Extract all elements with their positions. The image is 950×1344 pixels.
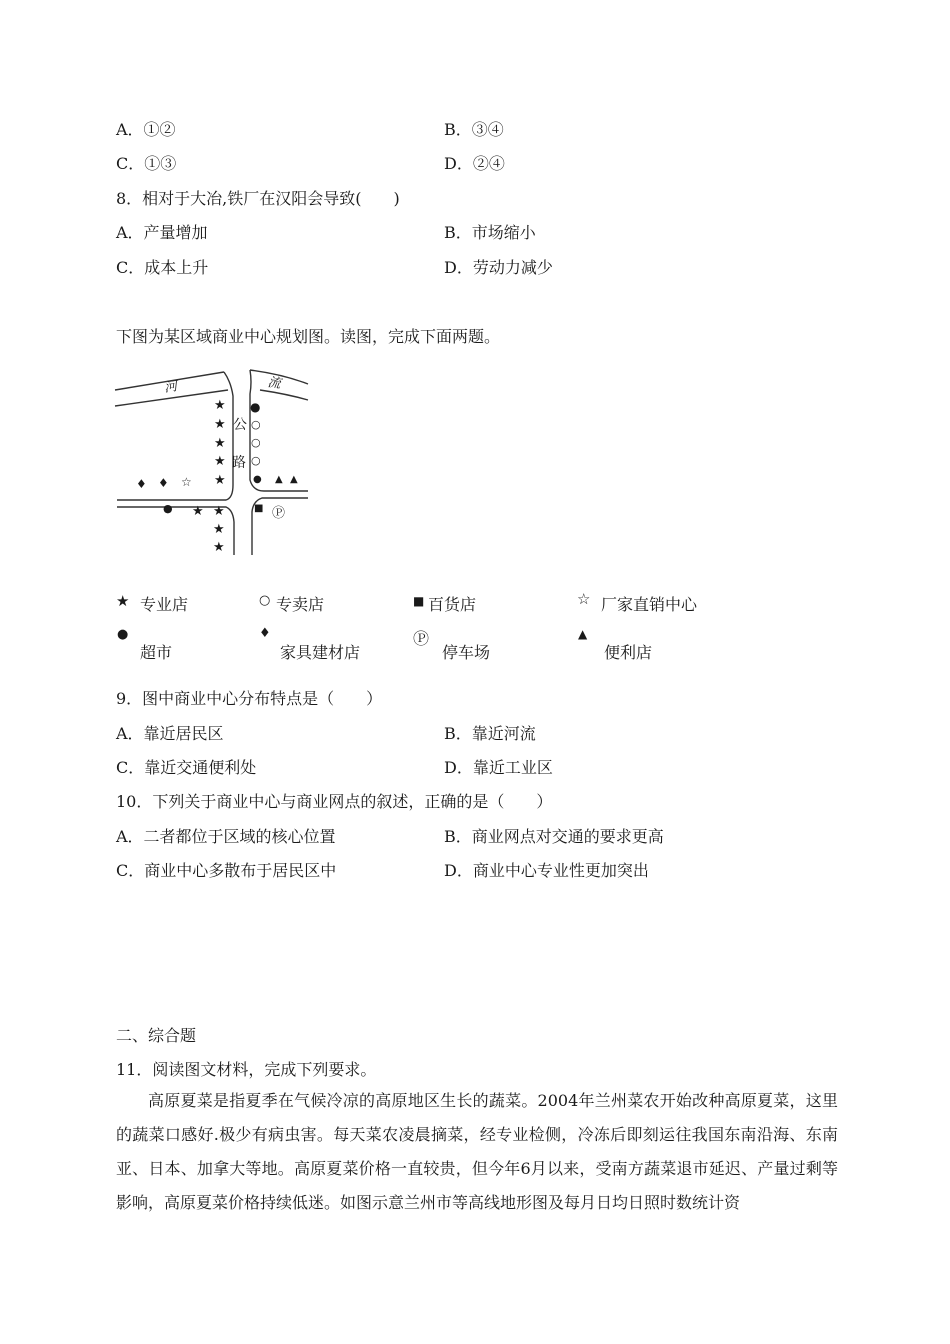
supermarket-marker: ● bbox=[253, 474, 262, 485]
legend-label: 停车场 bbox=[442, 643, 491, 662]
section-heading: 二、综合题 bbox=[116, 1026, 197, 1045]
specialty-store-icon: ★ bbox=[116, 592, 130, 610]
department-store-marker: ■ bbox=[254, 503, 264, 514]
road-label: 路 bbox=[232, 455, 246, 471]
supermarket-marker: ● bbox=[250, 400, 261, 414]
convenience-store-icon: ▲ bbox=[578, 627, 588, 641]
q10-option-b: B．商业网点对交通的要求更高 bbox=[444, 827, 664, 846]
q8-option-c: C．成本上升 bbox=[116, 258, 209, 277]
commercial-center-map bbox=[112, 360, 317, 560]
furniture-store-marker: ♦ bbox=[158, 476, 169, 490]
supermarket-marker: ● bbox=[163, 502, 173, 515]
legend-label: 百货店 bbox=[428, 595, 477, 614]
q7-option-b: B．③④ bbox=[444, 120, 504, 139]
furniture-store-icon: ♦ bbox=[259, 626, 271, 641]
q8-option-d: D．劳动力减少 bbox=[444, 258, 553, 277]
specialty-store-marker: ★ bbox=[213, 504, 225, 519]
q8-option-b: B．市场缩小 bbox=[444, 223, 536, 242]
specialty-store-marker: ★ bbox=[214, 417, 226, 432]
specialty-store-marker: ★ bbox=[213, 522, 225, 537]
brand-store-marker: ○ bbox=[251, 454, 261, 467]
q10-stem: 10．下列关于商业中心与商业网点的叙述，正确的是（ ） bbox=[116, 792, 553, 811]
river-label: 河 bbox=[163, 379, 179, 396]
supermarket-icon: ● bbox=[117, 627, 129, 642]
parking-icon: Ⓟ bbox=[413, 629, 430, 648]
q8-stem: 8．相对于大冶,铁厂在汉阳会导致( ) bbox=[116, 189, 400, 208]
q9-option-c: C．靠近交通便利处 bbox=[116, 758, 257, 777]
river-label: 流 bbox=[266, 375, 282, 392]
specialty-store-marker: ★ bbox=[213, 540, 225, 555]
q11-stem: 11．阅读图文材料，完成下列要求。 bbox=[116, 1060, 377, 1079]
legend-label: 专卖店 bbox=[276, 595, 325, 614]
q7-option-c: C．①③ bbox=[116, 154, 177, 173]
q10-option-a: A．二者都位于区域的核心位置 bbox=[116, 827, 336, 846]
specialty-store-marker: ★ bbox=[214, 398, 226, 413]
q9-stem: 9．图中商业中心分布特点是（ ） bbox=[116, 689, 383, 708]
brand-store-marker: ○ bbox=[251, 436, 261, 449]
q10-option-c: C．商业中心多散布于居民区中 bbox=[116, 861, 337, 880]
q7-option-a: A．①② bbox=[116, 120, 176, 139]
department-store-icon: ■ bbox=[413, 594, 425, 608]
q9-option-b: B．靠近河流 bbox=[444, 724, 536, 743]
legend-label: 超市 bbox=[140, 643, 173, 662]
furniture-store-marker: ♦ bbox=[136, 477, 147, 491]
outlet-center-icon: ☆ bbox=[577, 590, 591, 608]
specialty-store-marker: ★ bbox=[214, 436, 226, 451]
brand-store-icon: ○ bbox=[259, 593, 271, 608]
specialty-store-marker: ★ bbox=[214, 473, 226, 488]
q9-option-a: A．靠近居民区 bbox=[116, 724, 224, 743]
legend-label: 便利店 bbox=[604, 643, 653, 662]
brand-store-marker: ○ bbox=[251, 418, 261, 431]
convenience-store-marker: ▲ bbox=[275, 474, 283, 485]
q10-option-d: D．商业中心专业性更加突出 bbox=[444, 861, 649, 880]
intro-text: 下图为某区域商业中心规划图。读图，完成下面两题。 bbox=[116, 327, 501, 346]
parking-marker: Ⓟ bbox=[272, 506, 286, 521]
q7-option-d: D．②④ bbox=[444, 154, 505, 173]
specialty-store-marker: ★ bbox=[214, 454, 226, 469]
q9-option-d: D．靠近工业区 bbox=[444, 758, 553, 777]
river-edge bbox=[260, 390, 308, 400]
legend-label: 家具建材店 bbox=[280, 643, 361, 662]
outlet-center-marker: ☆ bbox=[181, 475, 192, 489]
q11-paragraph: 高原夏菜是指夏季在气候冷凉的高原地区生长的蔬菜。2004年兰州菜农开始改种高原夏菜，这里的蔬菜口感好.极少有病虫害。每天菜农凌晨摘菜，经专业检侧，冷冻后即刻运往我国东南沿海、东南亚、日本、加拿大等地。高原夏菜价格一直较贵，但今年6月以来，受南方蔬菜退市延迟、产量过剩等影响，高原夏菜价格持续低迷。如图示意兰州市等高线地形图及每月日均日照时数统计资 bbox=[116, 1091, 838, 1212]
road-label: 公 bbox=[233, 417, 247, 433]
legend-label: 厂家直销中心 bbox=[601, 595, 698, 614]
convenience-store-marker: ▲ bbox=[290, 474, 298, 485]
q8-option-a: A．产量增加 bbox=[116, 223, 208, 242]
legend-label: 专业店 bbox=[140, 595, 189, 614]
specialty-store-marker: ★ bbox=[192, 504, 204, 519]
